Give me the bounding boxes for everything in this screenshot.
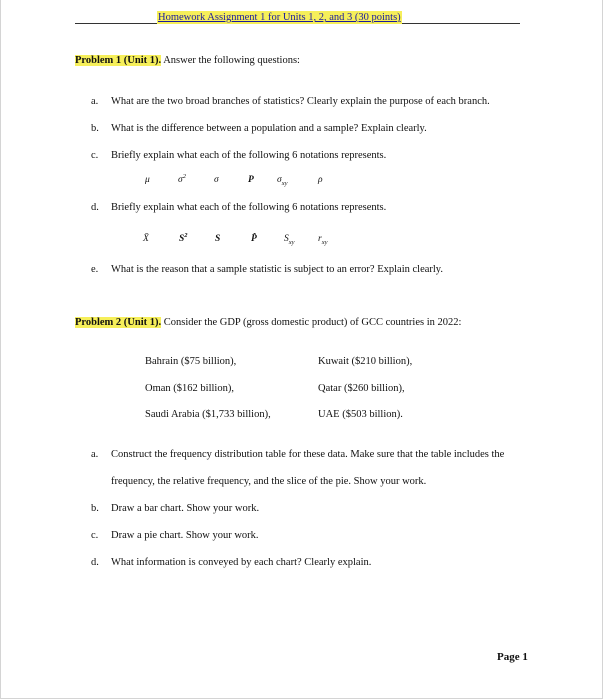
problem-2-item-c bbox=[91, 529, 259, 542]
problem-1-heading: Problem 1 (Unit 1). bbox=[75, 55, 162, 66]
item-text: What information is conveyed by each chart? Clearly explain. bbox=[111, 557, 372, 568]
problem-2-item-b bbox=[91, 502, 259, 515]
sigma-base: σ bbox=[178, 175, 183, 185]
x-bar-symbol: X̄ bbox=[143, 234, 149, 244]
item-text: What are the two broad branches of statistics? Clearly explain the purpose of each branch. bbox=[111, 96, 490, 107]
item-letter: d. bbox=[91, 202, 99, 213]
item-text: What is the reason that a sample statistic is subject to an error? Explain clearly. bbox=[111, 264, 443, 275]
s-base: S bbox=[284, 234, 289, 244]
sigma-base: σ bbox=[277, 175, 282, 185]
item-letter: c. bbox=[91, 150, 99, 161]
problem-1-item-b bbox=[91, 122, 427, 135]
p-symbol: P bbox=[248, 175, 254, 185]
r-xy-symbol bbox=[318, 234, 327, 244]
s-symbol: S bbox=[215, 234, 221, 244]
mu-symbol: μ bbox=[145, 175, 150, 185]
item-text: Draw a pie chart. Show your work. bbox=[111, 530, 259, 541]
s-squared-symbol bbox=[179, 231, 188, 244]
item-text: Briefly explain what each of the following 6 notations represents. bbox=[111, 202, 387, 213]
gdp-kuwait: Kuwait ($210 billion), bbox=[318, 356, 413, 367]
problem-2-item-a-cont bbox=[91, 475, 426, 488]
gdp-saudi-arabia: Saudi Arabia ($1,733 billion), bbox=[145, 409, 271, 420]
problem-1-item-e bbox=[91, 263, 443, 276]
item-letter: e. bbox=[91, 264, 99, 275]
item-text: frequency, the relative frequency, and the slice of the pie. Show your work. bbox=[111, 476, 427, 487]
problem-2-intro: Consider the GDP (gross domestic product) of GCC countries in 2022: bbox=[163, 317, 462, 328]
population-notation-row bbox=[0, 172, 603, 189]
problem-2-item-d bbox=[91, 556, 371, 569]
problem-1-item-c bbox=[91, 149, 386, 162]
gdp-bahrain: Bahrain ($75 billion), bbox=[145, 356, 237, 367]
problem-1-item-d bbox=[91, 201, 386, 214]
item-letter: b. bbox=[91, 123, 99, 134]
item-letter: a. bbox=[91, 449, 99, 460]
item-text: What is the difference between a population and a sample? Explain clearly. bbox=[111, 123, 427, 134]
exponent: 2 bbox=[184, 231, 188, 239]
item-letter: d. bbox=[91, 557, 99, 568]
problem-1-intro: Answer the following questions: bbox=[163, 55, 300, 66]
problem-1-heading-line bbox=[75, 54, 300, 67]
s-base: S bbox=[179, 234, 185, 244]
s-xy-symbol bbox=[284, 234, 295, 244]
exponent: 2 bbox=[182, 172, 186, 180]
subscript: xy bbox=[288, 238, 295, 246]
rho-symbol: ρ bbox=[318, 175, 323, 185]
r-base: r bbox=[318, 234, 322, 244]
item-text: Briefly explain what each of the following 6 notations represents. bbox=[111, 150, 387, 161]
sigma-xy-symbol bbox=[277, 175, 287, 185]
subscript: xy bbox=[281, 179, 288, 187]
p-hat-symbol: P̂ bbox=[251, 234, 257, 244]
subscript: xy bbox=[321, 238, 328, 246]
item-letter: a. bbox=[91, 96, 99, 107]
item-letter: b. bbox=[91, 503, 99, 514]
gdp-oman: Oman ($162 billion), bbox=[145, 383, 234, 394]
item-text: Construct the frequency distribution table for these data. Make sure that the table includes the bbox=[111, 449, 505, 460]
sample-notation-row bbox=[0, 231, 603, 248]
problem-2-heading: Problem 2 (Unit 1). bbox=[75, 317, 162, 328]
problem-2-heading-line bbox=[75, 316, 461, 329]
gdp-qatar: Qatar ($260 billion), bbox=[318, 383, 405, 394]
sigma-squared-symbol bbox=[178, 172, 186, 185]
page-number: Page 1 bbox=[497, 651, 528, 663]
problem-1-item-a bbox=[91, 95, 490, 108]
assignment-title: Homework Assignment 1 for Units 1, 2, and 3 (30 points) bbox=[158, 12, 401, 23]
problem-2-item-a bbox=[91, 448, 504, 461]
item-text: Draw a bar chart. Show your work. bbox=[111, 503, 260, 514]
item-letter: c. bbox=[91, 530, 99, 541]
gdp-uae: UAE ($503 billion). bbox=[318, 409, 403, 420]
sigma-symbol: σ bbox=[214, 175, 219, 185]
